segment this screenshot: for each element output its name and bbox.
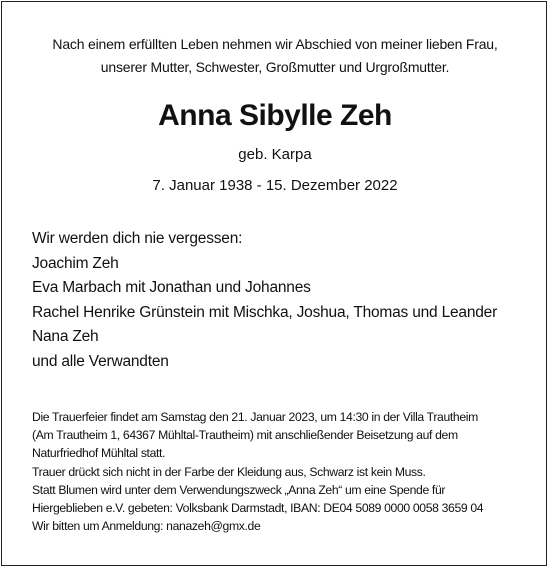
- notice-line: (Am Trautheim 1, 64367 Mühltal-Trautheim) mit anschließender Beisetzung auf dem: [32, 428, 458, 443]
- life-dates: 7. Januar 1938 - 15. Dezember 2022: [152, 177, 398, 194]
- mourner-name: Nana Zeh: [32, 328, 99, 345]
- mourner-name: und alle Verwandten: [32, 352, 169, 370]
- notice-line: Statt Blumen wird unter dem Verwendungszweck „Anna Zeh“ um eine Spende für: [32, 482, 446, 497]
- mourners-heading: Wir werden dich nie vergessen:: [32, 230, 243, 247]
- mourner-name: Joachim Zeh: [32, 254, 119, 272]
- birth-name: geb. Karpa: [238, 146, 312, 163]
- intro-line: Nach einem erfüllten Leben nehmen wir Abschied von meiner lieben Frau,: [52, 36, 498, 52]
- mourners-list: [32, 227, 532, 374]
- notice-line: Hiergeblieben e.V. gebeten: Volksbank Darmstadt, IBAN: DE04 5089 0000 0058 3659 04: [32, 501, 484, 516]
- notice-line: Wir bitten um Anmeldung: nanazeh@gmx.de: [32, 519, 261, 534]
- mourner-name: Rachel Henrike Grünstein mit Mischka, Joshua, Thomas und Leander: [32, 303, 498, 321]
- intro-line: unserer Mutter, Schwester, Großmutter und Urgroßmutter.: [100, 59, 450, 75]
- notice-line: Die Trauerfeier findet am Samstag den 21. Januar 2023, um 14:30 in der Villa Trautheim: [32, 410, 478, 424]
- notice-line: Trauer drückt sich nicht in der Farbe der Kleidung aus, Schwarz ist kein Muss.: [32, 464, 426, 479]
- mourner-name: Eva Marbach mit Jonathan und Johannes: [32, 279, 311, 296]
- notice-line: Naturfriedhof Mühltal statt.: [32, 446, 166, 461]
- funeral-notice: [32, 408, 542, 535]
- intro-text: [0, 33, 550, 79]
- deceased-name: Anna Sibylle Zeh: [158, 99, 392, 132]
